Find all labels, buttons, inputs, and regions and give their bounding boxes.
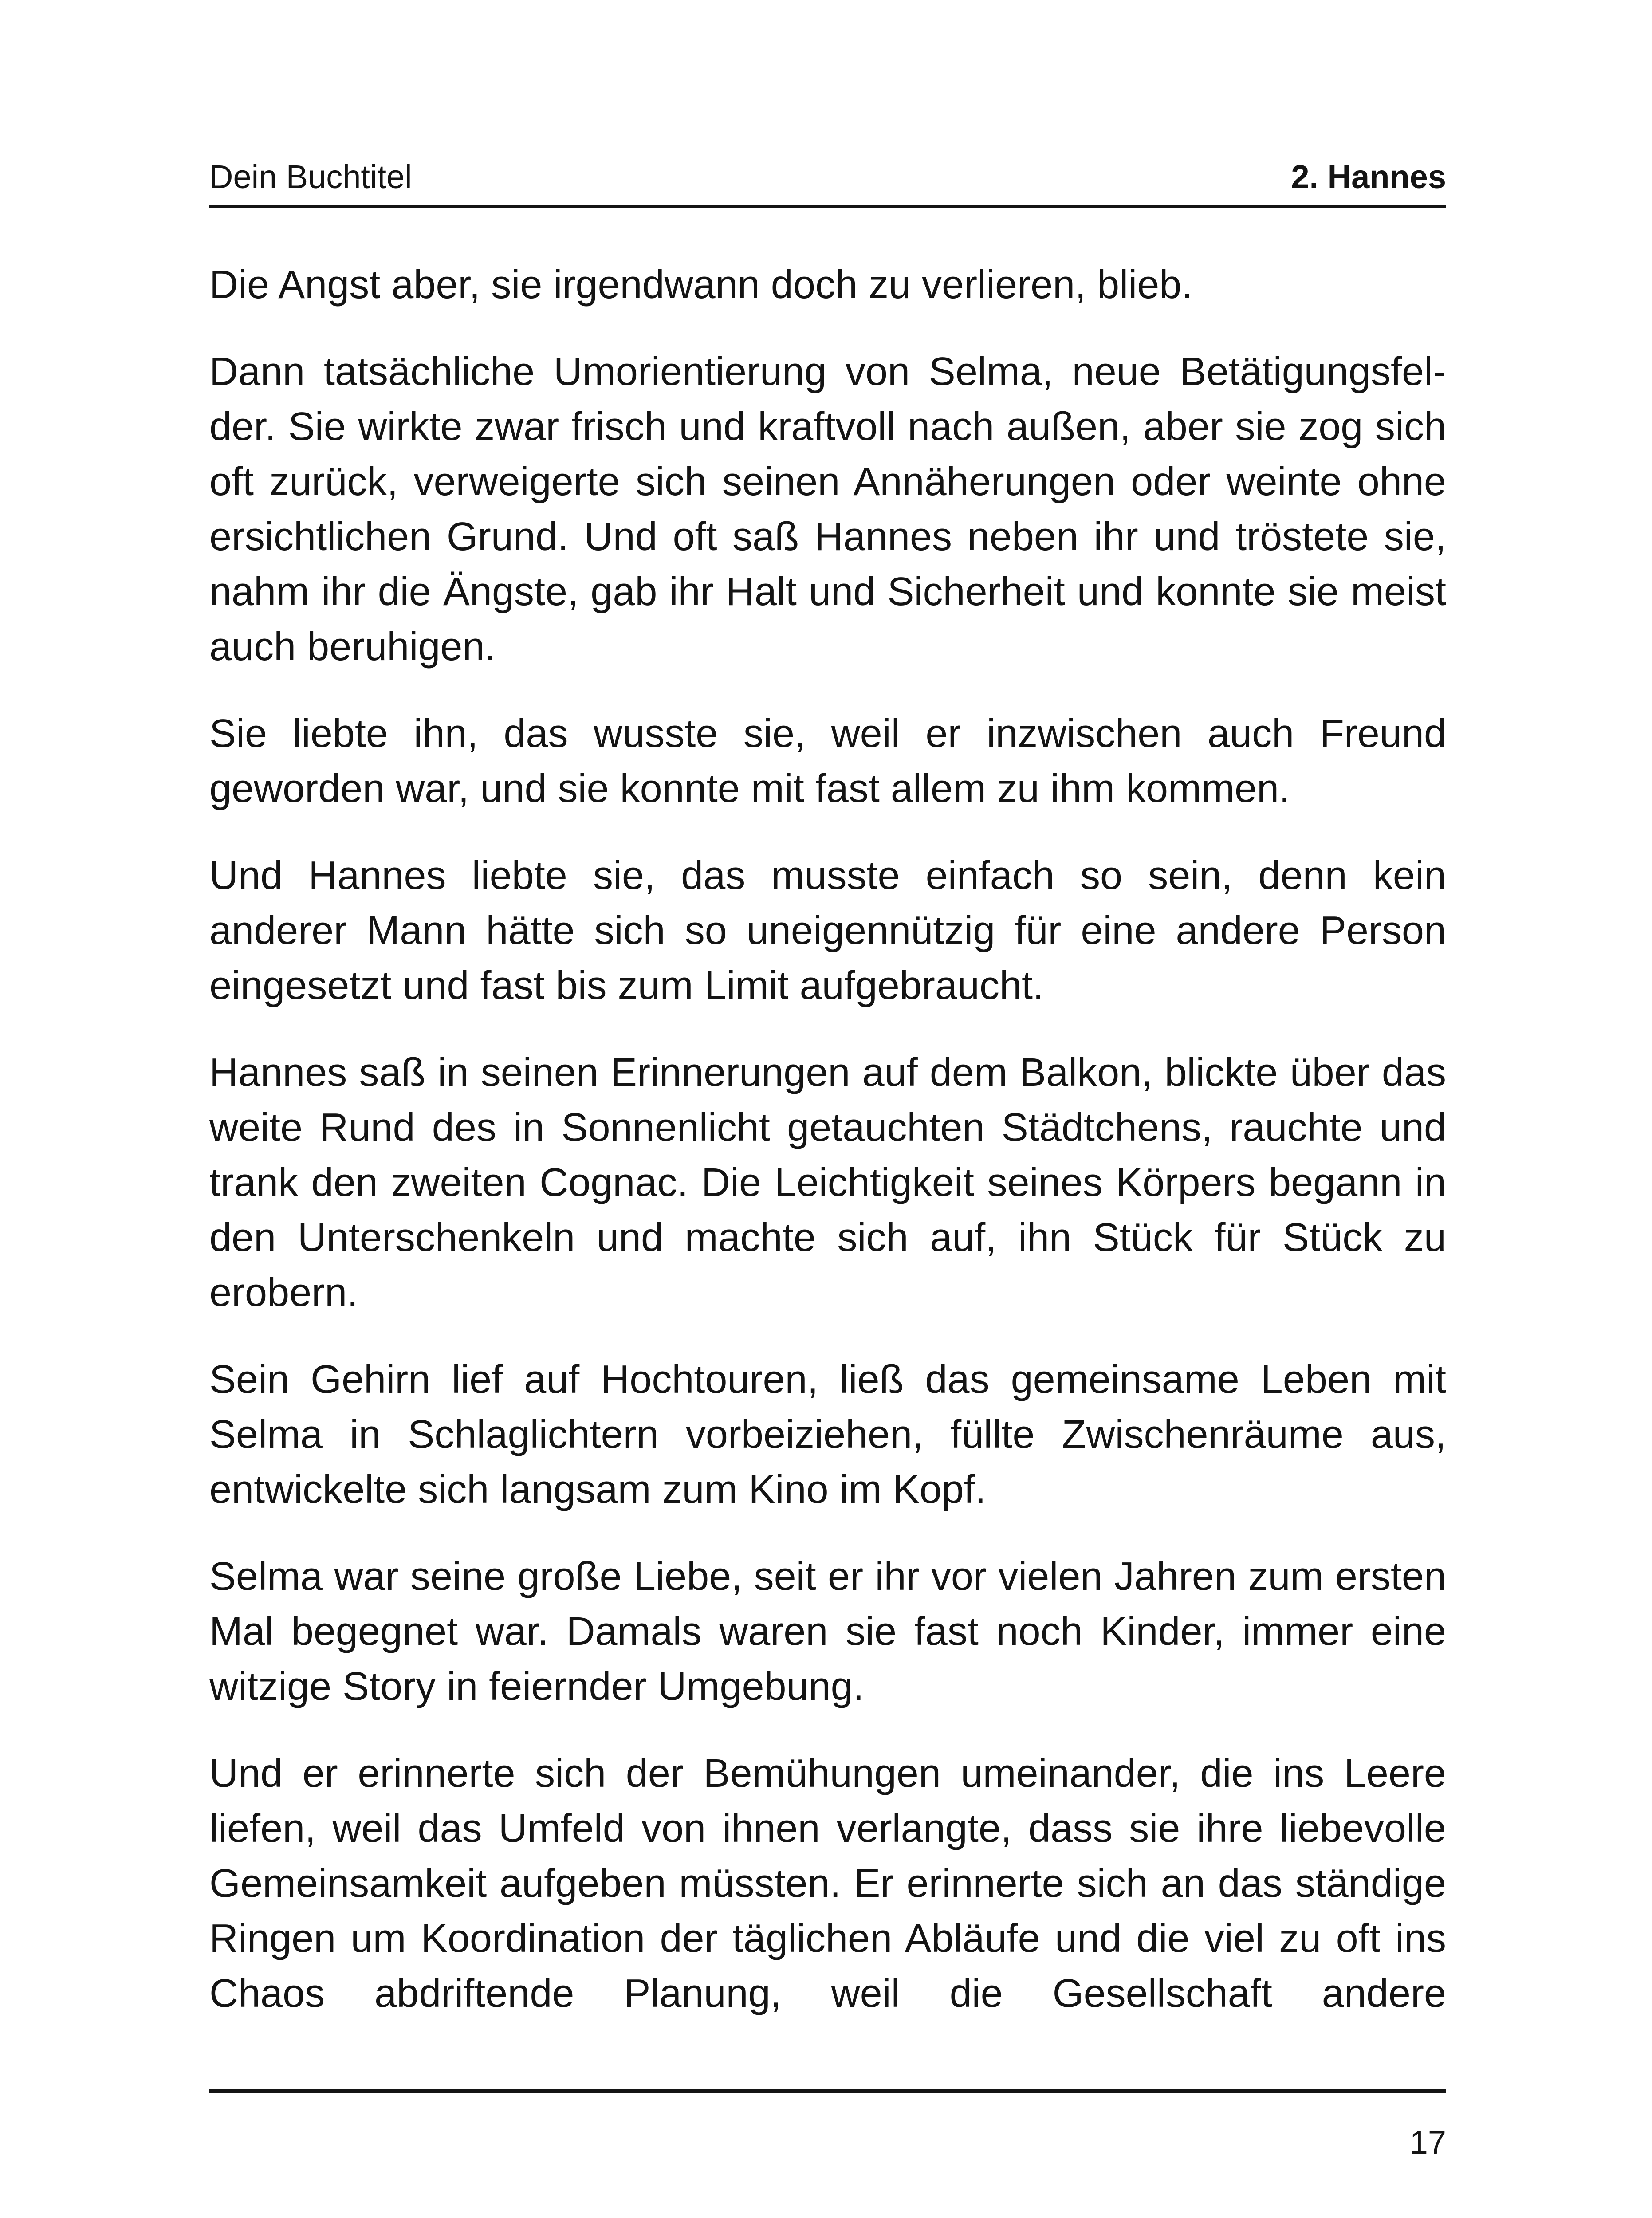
paragraph: Dann tatsächliche Umorientierung von Selma, neue Betätigungsfelder. Sie wirkte zwar frisch und kraftvoll nach außen, aber sie zog sich oft zurück, verweigerte sich seinen Annäherungen oder weinte ohne ersichtlichen Grund. Und oft saß Hannes neben ihr und tröstete sie, nahm ihr die Ängste, gab ihr Halt und Sicherheit und konnte sie meist auch beruhigen. (209, 350, 1446, 669)
footer-rule (209, 2089, 1446, 2093)
paragraph: Und Hannes liebte sie, das musste einfach so sein, denn kein anderer Mann hätte sich so uneigennützig für eine andere Person eingesetzt und fast bis zum Limit aufgebraucht. (209, 853, 1446, 1008)
paragraph: Sie liebte ihn, das wusste sie, weil er inzwischen auch Freund geworden war, und sie konnte mit fast allem zu ihm kommen. (209, 712, 1446, 811)
paragraph: Selma war seine große Liebe, seit er ihr vor vielen Jahren zum ersten Mal begegnet war. Damals waren sie fast noch Kinder, immer eine witzige Story in feiernder Umgebung. (209, 1554, 1446, 1709)
paragraph: Sein Gehirn lief auf Hochtouren, ließ das gemeinsame Leben mit Selma in Schlaglichtern vorbeiziehen, füllte Zwischenräume aus, entwickelte sich langsam zum Kino im Kopf. (209, 1357, 1446, 1512)
running-header (209, 151, 1446, 204)
header-rule (209, 205, 1446, 208)
book-title: Dein Buchtitel (209, 158, 412, 195)
paragraph: Hannes saß in seinen Erinnerungen auf dem Balkon, blickte über das weite Rund des in Sonnenlicht getauchten Städtchens, rauchte und trank den zweiten Cognac. Die Leichtigkeit seines Körpers begann in den Unterschenkeln und machte sich auf, ihn Stück für Stück zu erobern. (209, 1050, 1446, 1315)
paragraph: Und er erinnerte sich der Bemühungen umeinander, die ins Leere liefen, weil das Umfeld von ihnen verlangte, dass sie ihre liebevolle Gemeinsamkeit aufgeben müssten. Er erinnerte sich an das ständige Ringen um Koordination der täglichen Abläufe und die viel zu oft ins Chaos abdriftende Planung, weil die Gesellschaft andere (209, 1751, 1446, 2016)
body-text (209, 257, 1446, 2021)
page-number: 17 (1409, 2124, 1446, 2161)
chapter-title: 2. Hannes (1291, 158, 1446, 195)
paragraph: Die Angst aber, sie irgendwann doch zu verlieren, blieb. (209, 263, 1193, 307)
